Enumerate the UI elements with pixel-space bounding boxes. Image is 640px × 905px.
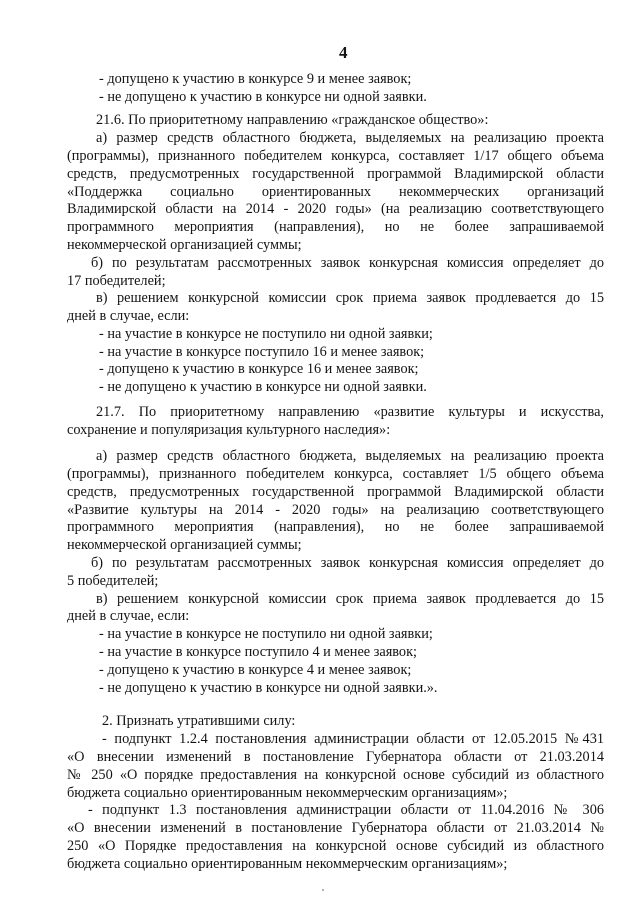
text-line: 5 победителей; xyxy=(67,573,159,589)
text-line: сохранение и популяризация культурного наследия»: xyxy=(67,422,391,438)
text-line: бюджета социально ориентированным некоммерческим организациям»; xyxy=(67,785,508,801)
text-line: - не допущено к участию в конкурсе ни одной заявки. xyxy=(99,89,427,105)
text-line: - допущено к участию в конкурсе 16 и менее заявок; xyxy=(99,361,419,377)
text-line: 250 «О Порядке предоставления на конкурсной основе субсидий из областного xyxy=(67,838,604,854)
text-line: «Поддержка социально ориентированных некоммерческих организаций xyxy=(67,184,604,200)
scan-speck xyxy=(322,889,324,891)
section-heading: 21.6. По приоритетному направлению «гражданское общество»: xyxy=(96,112,489,128)
text-line: б) по результатам рассмотренных заявок конкурсная комиссия определяет до xyxy=(91,255,604,271)
text-line: - на участие в конкурсе поступило 4 и менее заявок; xyxy=(99,644,417,660)
text-line: (программы), признанного победителем конкурса, составляет 1/5 общего объема xyxy=(67,466,604,482)
text-line: программного мероприятия (направления), но не более запрашиваемой xyxy=(67,219,604,235)
page-number: 4 xyxy=(339,43,348,62)
text-line: б) по результатам рассмотренных заявок конкурсная комиссия определяет до xyxy=(91,555,604,571)
text-line: некоммерческой организацией суммы; xyxy=(67,237,302,253)
text-line: программного мероприятия (направления), но не более запрашиваемой xyxy=(67,519,604,535)
text-line: № 250 «О порядке предоставления на конкурсной основе субсидий из областного xyxy=(67,767,604,783)
text-line: дней в случае, если: xyxy=(67,608,190,624)
text-line: а) размер средств областного бюджета, выделяемых на реализацию проекта xyxy=(96,448,604,464)
text-line: а) размер средств областного бюджета, выделяемых на реализацию проекта xyxy=(96,130,604,146)
text-line: бюджета социально ориентированным некоммерческим организациям»; xyxy=(67,856,508,872)
section-heading: 2. Признать утратившими силу: xyxy=(102,713,296,729)
text-line: - не допущено к участию в конкурсе ни одной заявки.». xyxy=(99,680,438,696)
text-line: - не допущено к участию в конкурсе ни одной заявки. xyxy=(99,379,427,395)
text-line: средств, предусмотренных государственной программой Владимирской области xyxy=(67,484,604,500)
text-line: - на участие в конкурсе поступило 16 и менее заявок; xyxy=(99,344,425,360)
text-line: в) решением конкурсной комиссии срок приема заявок продлевается до 15 xyxy=(96,290,604,306)
text-line: - подпункт 1.3 постановления администрации области от 11.04.2016 № 306 xyxy=(88,802,604,818)
text-line: - на участие в конкурсе не поступило ни одной заявки; xyxy=(99,626,433,642)
text-line: - подпункт 1.2.4 постановления администрации области от 12.05.2015 №431 xyxy=(102,731,604,747)
text-line: - допущено к участию в конкурсе 9 и менее заявок; xyxy=(99,71,412,87)
text-line: 17 победителей; xyxy=(67,273,166,289)
text-line: - на участие в конкурсе не поступило ни одной заявки; xyxy=(99,326,433,342)
text-line: Владимирской области на 2014 - 2020 годы» (на реализацию соответствующего xyxy=(67,201,604,217)
text-line: средств, предусмотренных государственной программой Владимирской области xyxy=(67,166,604,182)
text-line: некоммерческой организацией суммы; xyxy=(67,537,302,553)
text-line: дней в случае, если: xyxy=(67,308,190,324)
section-heading: 21.7. По приоритетному направлению «развитие культуры и искусства, xyxy=(96,404,604,420)
text-line: в) решением конкурсной комиссии срок приема заявок продлевается до 15 xyxy=(96,591,604,607)
text-line: «О внесении изменений в постановление Губернатора области от 21.03.2014 xyxy=(67,749,604,765)
text-line: - допущено к участию в конкурсе 4 и менее заявок; xyxy=(99,662,412,678)
text-line: (программы), признанного победителем конкурса, составляет 1/17 общего объема xyxy=(67,148,604,164)
text-line: «О внесении изменений в постановление Губернатора области от 21.03.2014 № xyxy=(67,820,604,836)
text-line: «Развитие культуры на 2014 - 2020 годы» на реализацию соответствующего xyxy=(67,502,604,518)
